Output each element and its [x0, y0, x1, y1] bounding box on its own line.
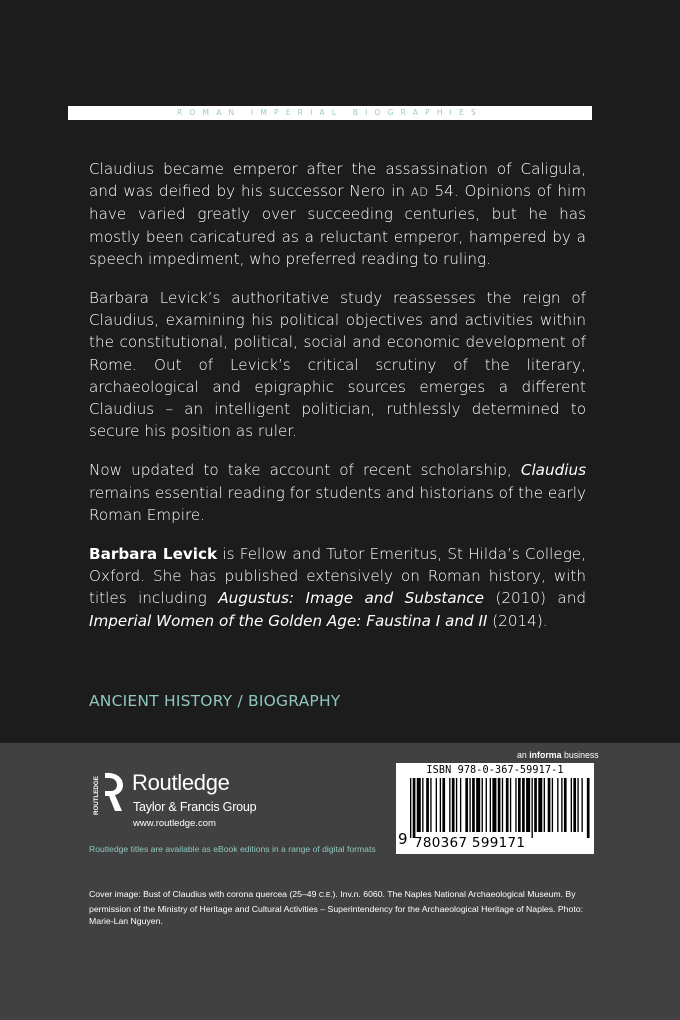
barcode-bar: [476, 778, 480, 832]
barcode-bar: [577, 778, 578, 832]
logo-vertical-text: ROUTLEDGE: [93, 776, 100, 815]
barcode-bar: [502, 778, 503, 832]
subject-category: ANCIENT HISTORY / BIOGRAPHY: [89, 692, 341, 710]
barcode-bar: [498, 778, 501, 832]
blurb-paragraph-3: Now updated to take account of recent scholarship, Claudius remains essential reading for students and historians of the early Roman Empire.: [89, 461, 586, 524]
barcode-bar: [564, 778, 567, 832]
barcode-bar: [544, 778, 545, 832]
cover-image-credit: Cover image: Bust of Claudius with corona quercea (25–49 C.E.). Inv.n. 6060. The Naples National Archaeological Museum. By permission of the Ministry of Heritage and Cultural Activities – Superintendency for the Archaeological Heritage of Naples. Photo: Marie-Lan Nguyen.: [89, 889, 583, 926]
barcode-bar: [506, 778, 509, 832]
barcode-bar: [548, 778, 551, 832]
barcode-bar: [561, 778, 562, 832]
book-title-2: Imperial Women of the Golden Age: Faustina I and II: [89, 611, 488, 630]
barcode-bar: [449, 778, 450, 832]
barcode-bar: [515, 778, 516, 832]
barcode-bar: [426, 778, 429, 832]
blurb-paragraph-1: Claudius became emperor after the assassination of Caligula, and was deified by his successor Nero in AD 54. Opinions of him have varied greatly over succeeding centuries, but he has mostly been caricatured as a reluctant emperor, hampered by a speech impediment, who preferred reading to ruling.: [89, 160, 586, 268]
barcode-bar: [410, 778, 411, 838]
barcode-bar: [518, 778, 521, 832]
isbn-barcode: [396, 763, 594, 854]
routledge-logo-icon: [89, 767, 129, 817]
barcode-bar: [472, 778, 475, 832]
barcode-bar: [452, 778, 455, 832]
barcode-bar: [534, 778, 537, 832]
barcode-bar: [486, 778, 487, 832]
author-bio: Barbara Levick is Fellow and Tutor Emeritus, St Hilda’s College, Oxford. She has published extensively on Roman history, with titles including Augustus: Image and Substance (2010) and Imperial Women of the Golden Age: Faustina I and II (2014).: [89, 545, 587, 630]
ebook-note: Routledge titles are available as eBook editions in a range of digital formats: [89, 844, 376, 854]
publisher-url[interactable]: www.routledge.com: [133, 818, 216, 829]
ean-digits: 780367 599171: [414, 835, 526, 851]
barcode-bar: [538, 778, 542, 832]
informa-tagline: an informa business: [517, 750, 599, 760]
barcode-bar: [587, 778, 590, 838]
barcode-bar: [573, 778, 576, 832]
barcode-bar: [460, 778, 461, 832]
barcode-bar: [552, 778, 553, 832]
blurb-paragraph-2: Barbara Levick’s authoritative study reassesses the reign of Claudius, examining his political objectives and activities within the constitutional, political, social and economic development of Rome. Out of Levick’s critical scrutiny of the literary, archaeological and epigraphic sources emerges a different Claudius – an intelligent politician, ruthlessly determined to secure his position as ruler.: [89, 289, 586, 441]
publisher-name: Routledge: [132, 770, 230, 795]
blurb-text: [89, 158, 586, 649]
barcode-bar: [465, 778, 468, 832]
barcode-bar: [436, 778, 437, 832]
barcode-bar: [557, 778, 558, 832]
series-banner: ROMAN IMPERIAL BIOGRAPHIES: [68, 106, 592, 120]
barcode-bar: [422, 778, 423, 832]
barcode-bar: [581, 778, 582, 832]
barcode-bar: [440, 778, 441, 832]
barcode-bar: [469, 778, 470, 832]
barcode-bar: [430, 778, 431, 832]
barcode-bar: [510, 778, 511, 832]
book-title-1: Augustus: Image and Substance: [218, 589, 484, 608]
isbn-label: ISBN 978-0-367-59917-1: [426, 765, 564, 776]
ean-first-digit: 9: [398, 830, 408, 848]
barcode-bar: [571, 778, 572, 832]
barcode-bar: [456, 778, 457, 832]
barcode-bar: [532, 778, 533, 838]
barcode-bar: [413, 778, 416, 838]
barcode-bar: [522, 778, 525, 832]
author-name: Barbara Levick: [89, 545, 218, 564]
barcode-bars: [410, 778, 590, 840]
barcode-bar: [526, 778, 530, 832]
barcode-bar: [492, 778, 496, 832]
barcode-bar: [490, 778, 491, 832]
barcode-bar: [417, 778, 421, 832]
barcode-bar: [482, 778, 483, 832]
publisher-group: Taylor & Francis Group: [133, 800, 257, 814]
barcode-bar: [442, 778, 445, 832]
